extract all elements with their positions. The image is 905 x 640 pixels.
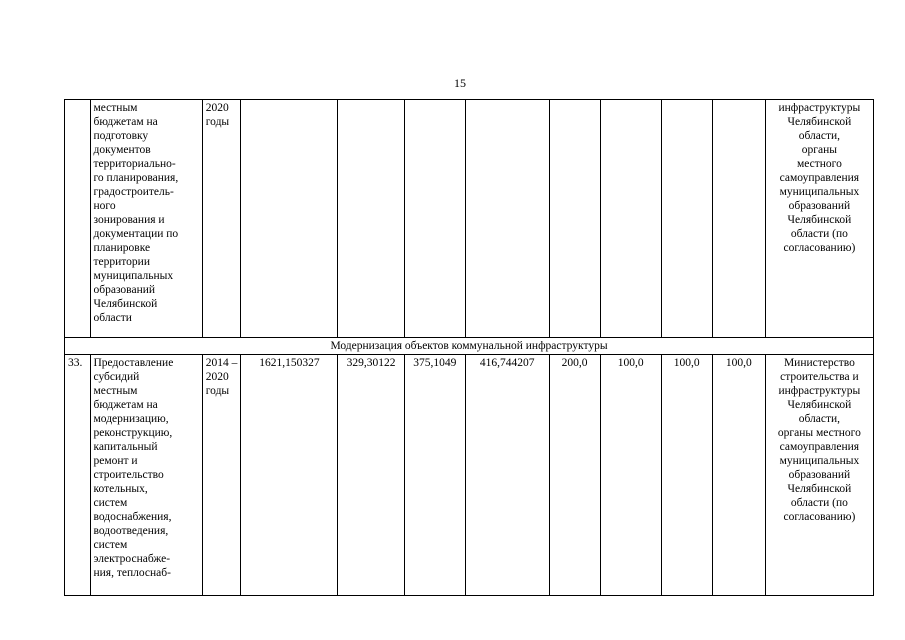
value-2014: 329,30122 — [338, 355, 404, 596]
text-line: области (по — [790, 497, 848, 509]
text-line: водоотведения, — [93, 525, 169, 537]
text-line: капитальный — [93, 441, 158, 453]
value-2019: 100,0 — [661, 355, 712, 596]
value-2018: 100,0 — [600, 355, 661, 596]
text-line: 2020 — [205, 102, 229, 114]
text-line: систем — [93, 539, 128, 551]
text-line: области, — [798, 130, 841, 142]
text-line: ного — [93, 200, 116, 212]
text-line: территориально- — [93, 158, 176, 170]
section-title: Модернизация объектов коммунальной инфраструктуры — [65, 338, 874, 355]
row-responsible — [765, 355, 873, 596]
text-line: годы — [205, 116, 230, 128]
value-2017 — [549, 100, 600, 338]
text-line: зонирования и — [93, 214, 165, 226]
text-line: Челябинской — [787, 214, 852, 226]
text-line: Челябинской — [787, 116, 852, 128]
text-line: муниципальных — [93, 270, 174, 282]
text-line: планировке — [93, 242, 151, 254]
text-line: реконструкцию, — [93, 427, 173, 439]
text-line: муниципальных — [779, 186, 860, 198]
table-row — [65, 100, 874, 338]
value-2016: 416,744207 — [465, 355, 549, 596]
value-2016 — [465, 100, 549, 338]
row-years — [202, 355, 241, 596]
page-number: 15 — [454, 76, 466, 90]
value-total: 1621,150327 — [241, 355, 338, 596]
text-line: области, — [798, 413, 841, 425]
table-row — [65, 355, 874, 596]
row-years — [202, 100, 241, 338]
text-line: бюджетам на — [93, 116, 158, 128]
text-line: территории — [93, 256, 150, 268]
text-line: водоснабжения, — [93, 511, 172, 523]
text-line: образований — [788, 469, 851, 481]
text-line: области — [93, 312, 132, 324]
text-line: Предоставление — [93, 357, 174, 369]
text-line: котельных, — [93, 483, 148, 495]
text-line: органы — [801, 144, 837, 156]
text-line: бюджетам на — [93, 399, 158, 411]
text-line: ремонт и — [93, 455, 138, 467]
value-2020 — [712, 100, 765, 338]
text-line: согласованию) — [783, 242, 856, 254]
text-line: согласованию) — [783, 511, 856, 523]
text-line: 2014 – — [205, 357, 238, 369]
value-2015: 375,1049 — [404, 355, 465, 596]
text-line: Челябинской — [787, 483, 852, 495]
text-line: области (по — [790, 228, 848, 240]
text-line: образований — [788, 200, 851, 212]
row-responsible — [765, 100, 873, 338]
value-2015 — [404, 100, 465, 338]
text-line: электроснабже- — [93, 553, 171, 565]
text-line: самоуправления — [779, 441, 860, 453]
text-line: местного — [796, 158, 842, 170]
text-line: 2020 — [205, 371, 229, 383]
text-line: органы местного — [777, 427, 861, 439]
value-2020: 100,0 — [712, 355, 765, 596]
value-2017: 200,0 — [549, 355, 600, 596]
text-line: модернизацию, — [93, 413, 169, 425]
text-line: Челябинской — [93, 298, 158, 310]
row-number — [65, 100, 91, 338]
text-line: местным — [93, 385, 138, 397]
row-description — [90, 100, 202, 338]
text-line: документов — [93, 144, 151, 156]
text-line: ния, теплоснаб- — [93, 567, 171, 579]
text-line: инфраструктуры — [778, 385, 861, 397]
row-description — [90, 355, 202, 596]
section-row — [65, 338, 874, 355]
text-line: муниципальных — [779, 455, 860, 467]
text-line: самоуправления — [779, 172, 860, 184]
text-line: градостроитель- — [93, 186, 174, 198]
text-line: систем — [93, 497, 128, 509]
text-line: подготовку — [93, 130, 149, 142]
value-2018 — [600, 100, 661, 338]
program-table — [64, 99, 874, 596]
text-line: Челябинской — [787, 399, 852, 411]
text-line: строительства и — [780, 371, 859, 383]
text-line: образований — [93, 284, 156, 296]
text-line: субсидий — [93, 371, 140, 383]
value-2014 — [338, 100, 404, 338]
value-2019 — [661, 100, 712, 338]
text-line: местным — [93, 102, 138, 114]
text-line: Министерство — [783, 357, 855, 369]
row-number: 33. — [65, 355, 91, 596]
text-line: документации по — [93, 228, 179, 240]
value-total — [241, 100, 338, 338]
text-line: годы — [205, 385, 230, 397]
text-line: строительство — [93, 469, 164, 481]
text-line: инфраструктуры — [778, 102, 861, 114]
text-line: го планирования, — [93, 172, 179, 184]
